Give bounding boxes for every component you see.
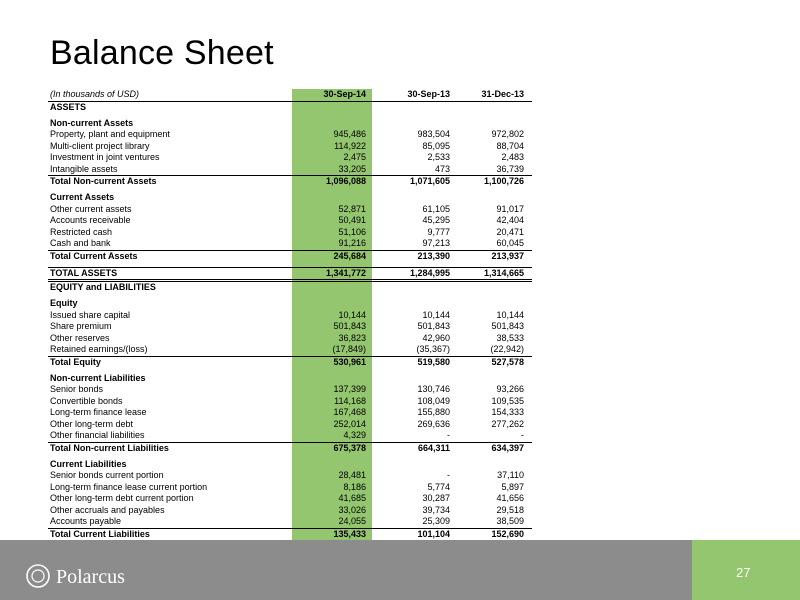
row-value-2: 108,049 (417, 395, 450, 406)
row-value-1: 8,186 (343, 481, 366, 492)
table-row (48, 118, 532, 130)
table-row (48, 204, 532, 216)
table-row (48, 407, 532, 419)
row-value-2: (35,367) (416, 344, 450, 354)
row-value-1: 501,843 (333, 321, 366, 331)
col-header-1: 30-Sep-14 (323, 89, 366, 99)
row-value-3: 38,533 (496, 332, 524, 343)
table-row (48, 516, 532, 528)
row-value-3: 37,110 (497, 470, 524, 480)
row-value-2: 97,213 (422, 238, 450, 248)
row-label: Other current assets (50, 203, 132, 214)
row-value-2: 101,104 (417, 528, 450, 539)
row-value-1: (17,849) (332, 344, 366, 354)
row-label: Share premium (50, 321, 112, 331)
row-value-2: 664,311 (417, 442, 450, 453)
row-value-1: 52,871 (338, 203, 366, 214)
table-row (48, 102, 532, 114)
balance-sheet-table (48, 89, 532, 560)
row-label: Accounts receivable (50, 215, 131, 225)
row-value-1: 167,468 (333, 407, 366, 417)
table-row (48, 373, 532, 385)
row-value-2: 1,284,995 (409, 267, 450, 278)
row-value-1: 33,026 (338, 504, 366, 515)
row-value-3: 501,843 (491, 321, 524, 331)
row-value-2: 519,580 (417, 356, 450, 367)
row-label: Multi-client project library (50, 140, 150, 151)
row-label: Long-term finance lease current portion (50, 481, 208, 492)
table-row (48, 215, 532, 227)
row-value-3: 36,739 (496, 163, 524, 174)
row-label: Total Non-current Assets (50, 176, 157, 186)
row-value-2: 39,734 (422, 504, 450, 515)
row-label: Property, plant and equipment (50, 129, 170, 139)
table-row (48, 470, 532, 482)
row-value-1: 41,685 (338, 493, 366, 503)
row-value-3: 2,483 (501, 152, 524, 162)
row-label: Other long-term debt current portion (50, 493, 194, 503)
table-row (48, 129, 532, 141)
row-value-2: 269,636 (417, 418, 450, 429)
row-label: Equity (50, 298, 78, 308)
row-value-3: 152,690 (491, 528, 524, 539)
row-label: Senior bonds current portion (50, 470, 164, 480)
col-header-3: 31-Dec-13 (481, 89, 524, 99)
table-row (48, 356, 532, 369)
row-value-2: 130,746 (417, 384, 450, 394)
table-row (48, 282, 532, 294)
polarcus-logo-text: Polarcus (56, 566, 125, 588)
row-value-3: 20,471 (496, 226, 524, 237)
row-value-2: 30,287 (422, 493, 450, 503)
table-row (48, 164, 532, 176)
table-row (48, 344, 532, 356)
table-row (48, 333, 532, 345)
row-label: Convertible bonds (50, 395, 123, 406)
row-value-2: 25,309 (422, 516, 450, 526)
row-value-3: 527,578 (491, 356, 524, 367)
row-value-3: 634,397 (491, 442, 524, 453)
row-value-3: 41,656 (496, 493, 524, 503)
row-label: Other accruals and payables (50, 504, 165, 515)
table-header (48, 89, 532, 102)
row-value-3: 1,100,726 (483, 176, 524, 186)
table-row (48, 505, 532, 517)
row-value-3: 972,802 (491, 129, 524, 139)
row-value-1: 24,055 (338, 516, 366, 526)
row-label: Total Current Assets (50, 250, 138, 261)
row-label: ASSETS (50, 101, 87, 112)
row-value-3: 10,144 (496, 309, 524, 320)
row-label: Current Liabilities (50, 458, 127, 469)
row-value-2: - (447, 430, 450, 440)
row-value-2: 501,843 (417, 321, 450, 331)
row-value-2: 5,774 (427, 481, 450, 492)
row-value-1: 245,684 (333, 250, 366, 261)
row-value-2: 2,533 (427, 152, 450, 162)
row-value-2: 983,504 (417, 129, 450, 139)
row-value-1: 530,961 (333, 356, 366, 367)
row-value-1: 10,144 (338, 309, 366, 320)
row-label: Total Current Liabilities (50, 528, 150, 539)
row-value-2: 155,880 (417, 407, 450, 417)
table-row (48, 493, 532, 505)
table-row (48, 152, 532, 164)
row-value-1: 1,341,772 (325, 267, 366, 278)
table-row (48, 250, 532, 263)
row-label: Non-current Liabilities (50, 372, 146, 383)
table-row (48, 192, 532, 204)
row-label: Restricted cash (50, 226, 113, 237)
row-value-3: 109,535 (491, 395, 524, 406)
row-value-3: (22,942) (490, 344, 524, 354)
row-label: Non-current Assets (50, 117, 134, 128)
table-row (48, 238, 532, 250)
row-value-1: 50,491 (338, 215, 366, 225)
row-value-3: 277,262 (491, 418, 524, 429)
table-row (48, 482, 532, 494)
table-body (48, 102, 532, 561)
table-row (48, 141, 532, 153)
row-value-1: 135,433 (333, 528, 366, 539)
row-value-1: 28,481 (338, 470, 366, 480)
row-value-3: 29,518 (496, 504, 524, 515)
row-label: Current Assets (50, 192, 115, 202)
table-row (48, 321, 532, 333)
table-row (48, 419, 532, 431)
row-value-1: 675,378 (333, 442, 366, 453)
row-value-1: 33,205 (338, 163, 366, 174)
page-title: Balance Sheet (50, 34, 274, 72)
row-label: TOTAL ASSETS (50, 267, 118, 278)
row-value-3: 38,509 (496, 516, 524, 526)
row-value-1: 114,168 (334, 395, 366, 406)
row-value-2: 45,295 (422, 215, 450, 225)
row-value-1: 4,329 (343, 430, 366, 440)
row-value-3: 213,937 (491, 250, 524, 261)
row-value-2: 473 (434, 163, 450, 174)
row-value-3: - (521, 430, 524, 440)
row-value-2: 1,071,605 (409, 176, 450, 186)
table-row (48, 175, 532, 188)
row-value-3: 91,017 (496, 203, 524, 214)
row-value-1: 1,096,088 (325, 176, 366, 186)
table-row (48, 528, 532, 541)
row-label: Accounts payable (50, 516, 122, 526)
row-value-1: 945,486 (333, 129, 366, 139)
table-row (48, 298, 532, 310)
row-label: Other reserves (50, 332, 110, 343)
row-value-2: 10,144 (422, 309, 450, 320)
row-value-2: 213,390 (417, 250, 450, 261)
row-value-1: 36,823 (338, 332, 366, 343)
row-label: Intangible assets (50, 163, 118, 174)
row-value-2: 85,095 (422, 140, 450, 151)
row-label: EQUITY and LIABILITIES (50, 282, 156, 292)
row-value-3: 1,314,665 (483, 267, 524, 278)
row-value-3: 88,704 (496, 140, 524, 151)
row-label: Issued share capital (50, 309, 131, 320)
row-value-3: 154,333 (491, 407, 524, 417)
row-label: Retained earnings/(loss) (50, 344, 148, 354)
table-row (48, 442, 532, 455)
row-value-3: 5,897 (501, 481, 524, 492)
page-number: 27 (736, 565, 751, 580)
table-row (48, 430, 532, 442)
row-value-1: 252,014 (333, 418, 366, 429)
table-row (48, 384, 532, 396)
row-label: Senior bonds (50, 384, 104, 394)
row-label: Total Equity (50, 356, 101, 367)
row-value-3: 60,045 (496, 238, 524, 248)
row-label: Cash and bank (50, 238, 111, 248)
table-row (48, 267, 532, 283)
row-value-1: 114,922 (334, 140, 366, 151)
row-value-1: 91,216 (338, 238, 366, 248)
row-value-2: 9,777 (427, 226, 450, 237)
row-value-3: 42,404 (496, 215, 524, 225)
row-value-2: - (447, 470, 450, 480)
row-value-1: 2,475 (343, 152, 366, 162)
polarcus-logo-icon (24, 562, 52, 590)
table-row (48, 396, 532, 408)
row-value-1: 137,399 (333, 384, 366, 394)
row-label: Other financial liabilities (50, 430, 145, 440)
row-value-3: 93,266 (496, 384, 524, 394)
units-label: (In thousands of USD) (50, 89, 140, 99)
table-row (48, 227, 532, 239)
row-value-2: 42,960 (422, 332, 450, 343)
row-label: Other long-term debt (50, 418, 134, 429)
row-label: Total Non-current Liabilities (50, 442, 169, 453)
table-row (48, 459, 532, 471)
table-row (48, 310, 532, 322)
row-value-1: 51,106 (338, 226, 366, 237)
row-label: Investment in joint ventures (50, 152, 160, 162)
row-label: Long-term finance lease (50, 407, 147, 417)
col-header-2: 30-Sep-13 (407, 89, 450, 99)
row-value-2: 61,105 (422, 203, 450, 214)
